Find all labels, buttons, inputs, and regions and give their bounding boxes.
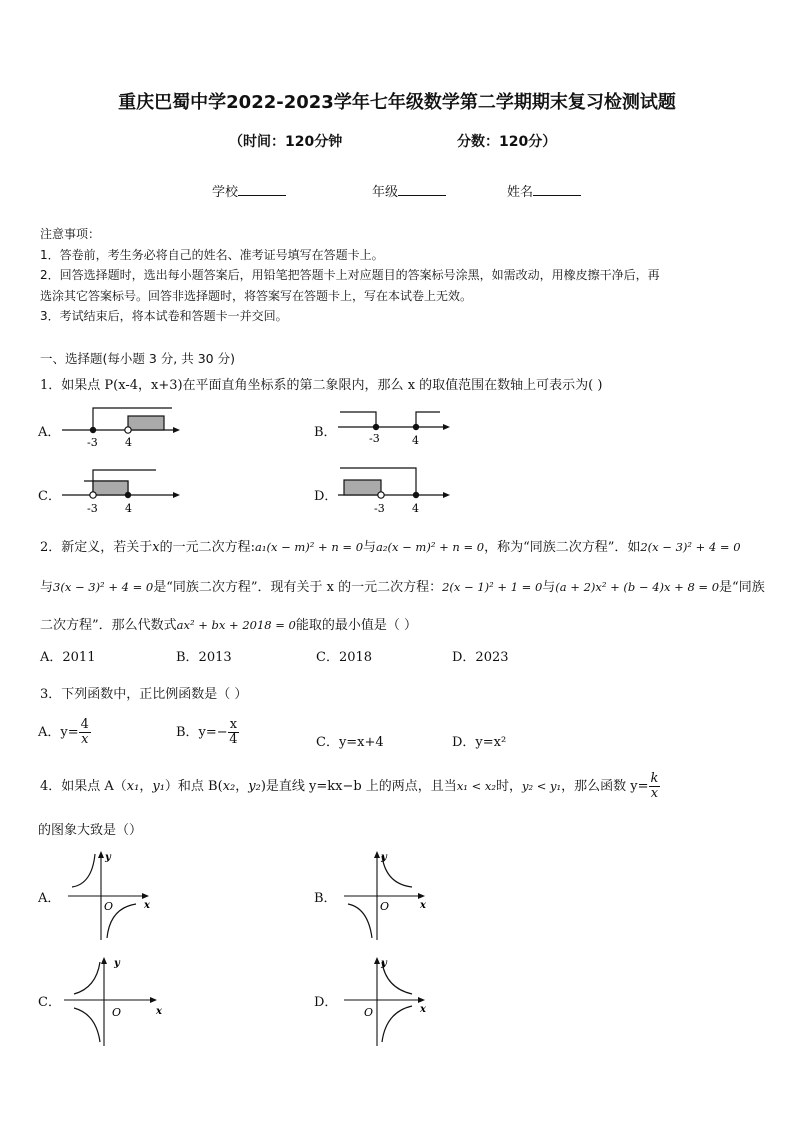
q4-text: ，那么函数 y=: [561, 779, 649, 794]
question-4-line-2: 的图象大致是（）: [38, 823, 143, 838]
tick-4: 4: [125, 436, 132, 449]
q1-option-c-label: C．: [38, 489, 61, 504]
numerator: k: [650, 771, 659, 786]
q2-text: 与: [542, 580, 556, 595]
grade-blank: [398, 183, 446, 196]
q4-text: 4．如果点 A（: [40, 779, 127, 794]
q3-a-fraction: [79, 718, 91, 747]
q4-option-c-label: C．: [38, 995, 61, 1010]
q4-text: ，: [139, 779, 153, 794]
axis-y: y: [114, 958, 120, 969]
denominator: x: [81, 732, 89, 747]
note-item: 1．答卷前，考生务必将自己的姓名、准考证号填写在答题卡上。: [40, 247, 384, 262]
name-label: 姓名: [507, 185, 534, 200]
q4-option-b-graph: [340, 846, 440, 942]
q3-option-b: [176, 718, 239, 747]
denominator: x: [650, 786, 659, 801]
school-label: 学校: [212, 185, 239, 200]
question-2-line-3: [40, 614, 417, 633]
grade-field: [372, 181, 446, 200]
q4-option-a-graph: [64, 846, 164, 942]
exam-time: （时间：120分钟: [229, 134, 343, 150]
axis-x: x: [144, 900, 150, 911]
q4-x1: x₁: [126, 779, 140, 794]
tick-neg3: -3: [87, 436, 98, 449]
tick-4: 4: [412, 434, 419, 447]
q1-option-d-numberline: [336, 462, 466, 518]
note-item: 3．考试结束后，将本试卷和答题卡一并交回。: [40, 309, 288, 323]
q3-option-a: [38, 718, 91, 747]
q2-eq1: a₁(x − m)² + n = 0: [255, 540, 364, 554]
q3-b-prefix: B．y=−: [176, 725, 228, 740]
question-2-line-1: [40, 536, 741, 555]
q2-eq3: 2(x − 3)² + 4 = 0: [640, 540, 741, 554]
page-title: 重庆巴蜀中学2022-2023学年七年级数学第二学期期末复习检测试题: [118, 92, 676, 113]
origin: O: [112, 1006, 122, 1019]
q1-option-a-numberline: [60, 400, 190, 452]
notes-block: [40, 224, 760, 327]
q4-text: ）和点 B(: [164, 779, 223, 794]
q4-fraction: [649, 772, 661, 801]
axis-x: x: [420, 1004, 426, 1015]
q2-text: 二次方程”．那么代数式: [40, 618, 177, 633]
q2-eq5: 2(x − 1)² + 1 = 0: [442, 580, 543, 594]
q1-option-a-label: A．: [38, 425, 61, 440]
q1-option-b-numberline: [336, 400, 466, 452]
q4-option-b-label: B．: [314, 891, 337, 906]
q2-eq7: ax² + bx + 2018 = 0: [176, 618, 296, 632]
exam-score: 分数：120分）: [457, 134, 557, 150]
name-field: [507, 181, 581, 200]
q2-eq6: (a + 2)x² + (b − 4)x + 8 = 0: [555, 580, 720, 594]
q2-text: 是“同族二次方程”．现有关于 x 的一元二次方程：: [153, 580, 443, 595]
q4-cond2: y₂ < y₁: [521, 779, 562, 793]
q2-var: x: [152, 540, 160, 555]
tick-neg3: -3: [374, 502, 385, 515]
numerator: x: [229, 717, 238, 732]
q4-text: 时，: [495, 779, 522, 794]
question-4-line-1: [40, 772, 660, 801]
q3-option-c: C．y=x+4: [316, 735, 384, 750]
q4-option-a-label: A．: [38, 891, 61, 906]
q4-y2: y₂: [248, 779, 261, 794]
q4-text: )是直线 y=kx−b 上的两点，且当: [260, 779, 457, 794]
q3-a-prefix: A．y=: [38, 725, 79, 740]
q3-option-d: D．y=x²: [452, 735, 507, 750]
q4-option-d-label: D．: [314, 995, 338, 1010]
origin: O: [364, 1006, 374, 1019]
q2-text: 2．新定义，若关于: [40, 540, 153, 555]
q2-text: 与: [40, 580, 54, 595]
axis-x: x: [156, 1006, 162, 1017]
denominator: 4: [229, 732, 238, 747]
q4-text: ，: [235, 779, 249, 794]
q1-option-c-numberline: [60, 466, 190, 518]
origin: O: [104, 900, 114, 913]
q1-option-d-label: D．: [314, 489, 338, 504]
note-item: 2．回答选择题时，选出每小题答案后，用铅笔把答题卡上对应题目的答案标号涂黑，如需改动，用橡皮擦干净后，再: [40, 268, 660, 282]
q4-y1: y₁: [152, 779, 165, 794]
note-item: 选涂其它答案标号。回答非选择题时，将答案写在答题卡上，写在本试卷上无效。: [40, 288, 473, 303]
q2-text: 的一元二次方程:: [159, 540, 256, 555]
q4-option-d-graph: [340, 952, 440, 1048]
q4-cond1: x₁ < x₂: [456, 779, 496, 793]
origin: O: [380, 900, 390, 913]
axis-y: y: [381, 852, 387, 863]
name-blank: [533, 183, 581, 196]
tick-4: 4: [412, 502, 419, 515]
q4-x2: x₂: [222, 779, 236, 794]
tick-neg3: -3: [369, 432, 380, 445]
q3-b-fraction: [228, 718, 239, 747]
section-heading: 一、选择题(每小题 3 分, 共 30 分): [40, 351, 235, 366]
q1-option-b-label: B．: [314, 425, 337, 440]
tick-4: 4: [125, 502, 132, 515]
school-blank: [238, 183, 286, 196]
grade-label: 年级: [372, 185, 399, 200]
q2-text: 与: [363, 540, 377, 555]
q2-option-c: C．2018: [316, 650, 373, 665]
q2-option-a: A．2011: [40, 650, 96, 665]
q2-text: 是“同族: [719, 580, 765, 595]
school-field: [212, 181, 286, 200]
question-3-text: 3．下列函数中，正比例函数是（ ）: [40, 687, 248, 702]
q4-option-c-graph: [60, 952, 170, 1048]
q2-eq4: 3(x − 3)² + 4 = 0: [53, 580, 154, 594]
question-1-text: 1．如果点 P(x-4，x+3)在平面直角坐标系的第二象限内，那么 x 的取值范围在数轴上可表示为( ): [40, 378, 603, 393]
axis-y: y: [381, 958, 387, 969]
q2-eq2: a₂(x − m)² + n = 0: [376, 540, 485, 554]
q2-option-b: B．2013: [176, 650, 232, 665]
q2-option-d: D．2023: [452, 650, 509, 665]
tick-neg3: -3: [87, 502, 98, 515]
q2-text: 能取的最小值是（ ）: [295, 618, 418, 633]
axis-x: x: [420, 900, 426, 911]
numerator: 4: [80, 717, 89, 732]
q2-text: ，称为“同族二次方程”．如: [484, 540, 641, 555]
notes-heading: 注意事项：: [40, 227, 101, 241]
question-2-line-2: [40, 576, 765, 595]
axis-y: y: [105, 852, 111, 863]
